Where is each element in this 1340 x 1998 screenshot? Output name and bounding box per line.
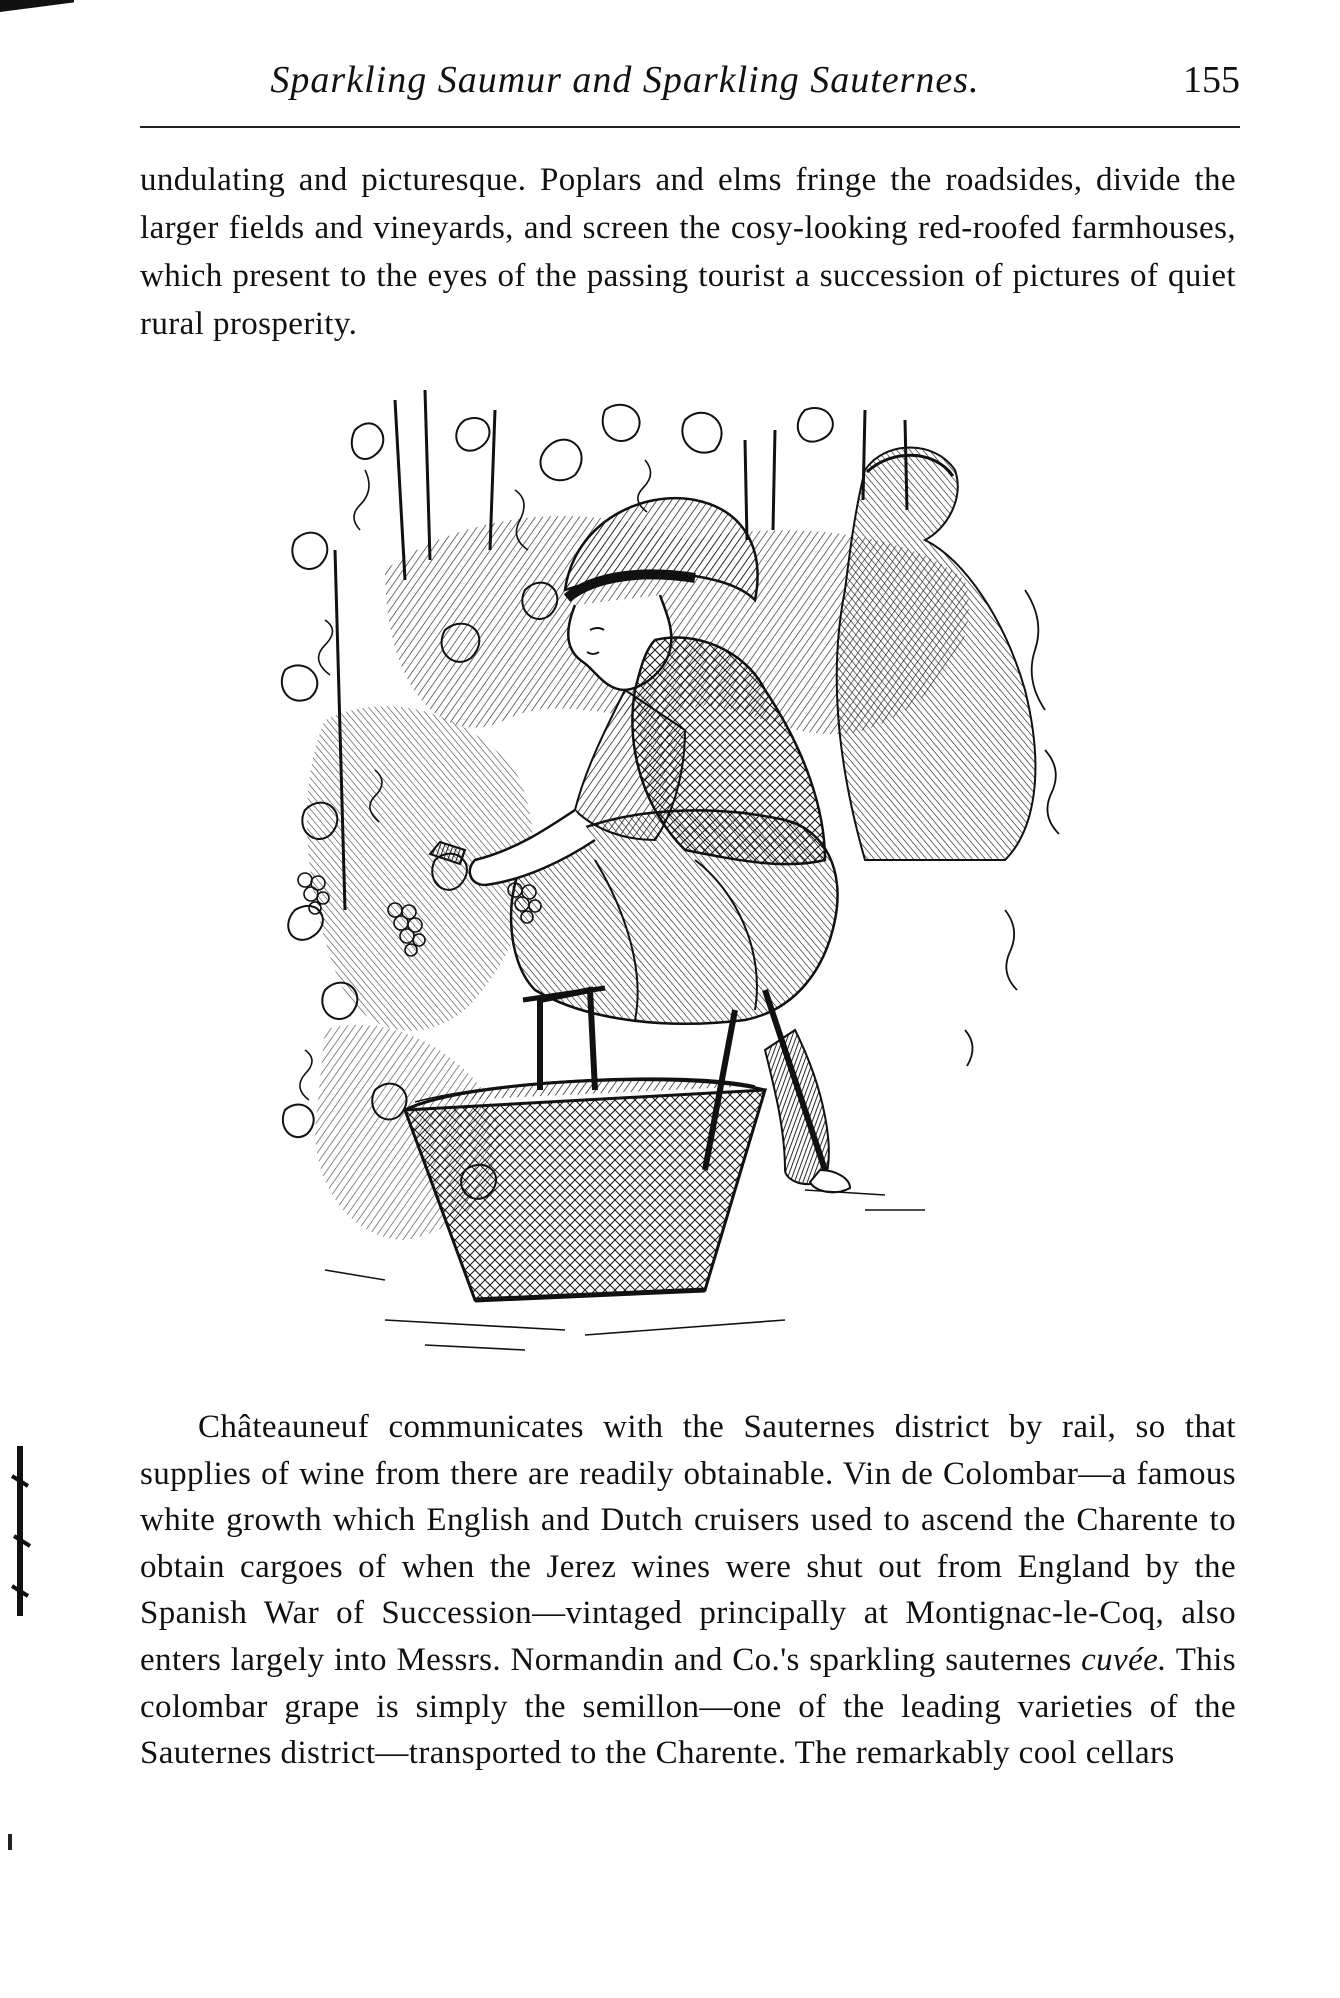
paragraph-bottom-text-cont: This colombar grape is simply the semillon—one of the leading varieties of the Sauternes district—transported to the Charente. The remarkably cool cellars — [140, 1641, 1236, 1772]
vineyard-illustration — [265, 390, 1125, 1370]
corner-scan-mark — [0, 0, 74, 12]
page-number: 155 — [1183, 59, 1240, 101]
margin-bracket-icon — [8, 1446, 34, 1616]
paragraph-top: undulating and picturesque. Poplars and elms fringe the roadsides, divide the larger fields and vineyards, and screen the cosy-looking red-roofed farmhouses, which present to the eyes of the passing tourist a succession of pictures of quiet rural prosperity. — [140, 162, 1236, 342]
vineyard-engraving-icon — [265, 390, 1125, 1370]
paragraph-bottom-text: Châteauneuf communicates with the Sauternes district by rail, so that supplies of wine from there are readily obtainable. Vin de Colombar—a famous white growth which English and Dutch cruisers used to ascend the Charente to obtain cargoes of when the Jerez wines were shut out from England by the Spanish War of Succession—vintaged principally at Montignac-le-Coq, also enters largely into Messrs. Normandin and Co.'s sparkling sauternes — [140, 1409, 1236, 1678]
paragraph-bottom — [140, 1404, 1236, 1777]
header-rule — [140, 126, 1240, 128]
cuvee-italic: cuvée. — [1081, 1641, 1167, 1678]
margin-dot — [8, 1834, 12, 1850]
running-title: Sparkling Saumur and Sparkling Sauternes. — [270, 59, 980, 101]
page-header — [140, 52, 1240, 112]
